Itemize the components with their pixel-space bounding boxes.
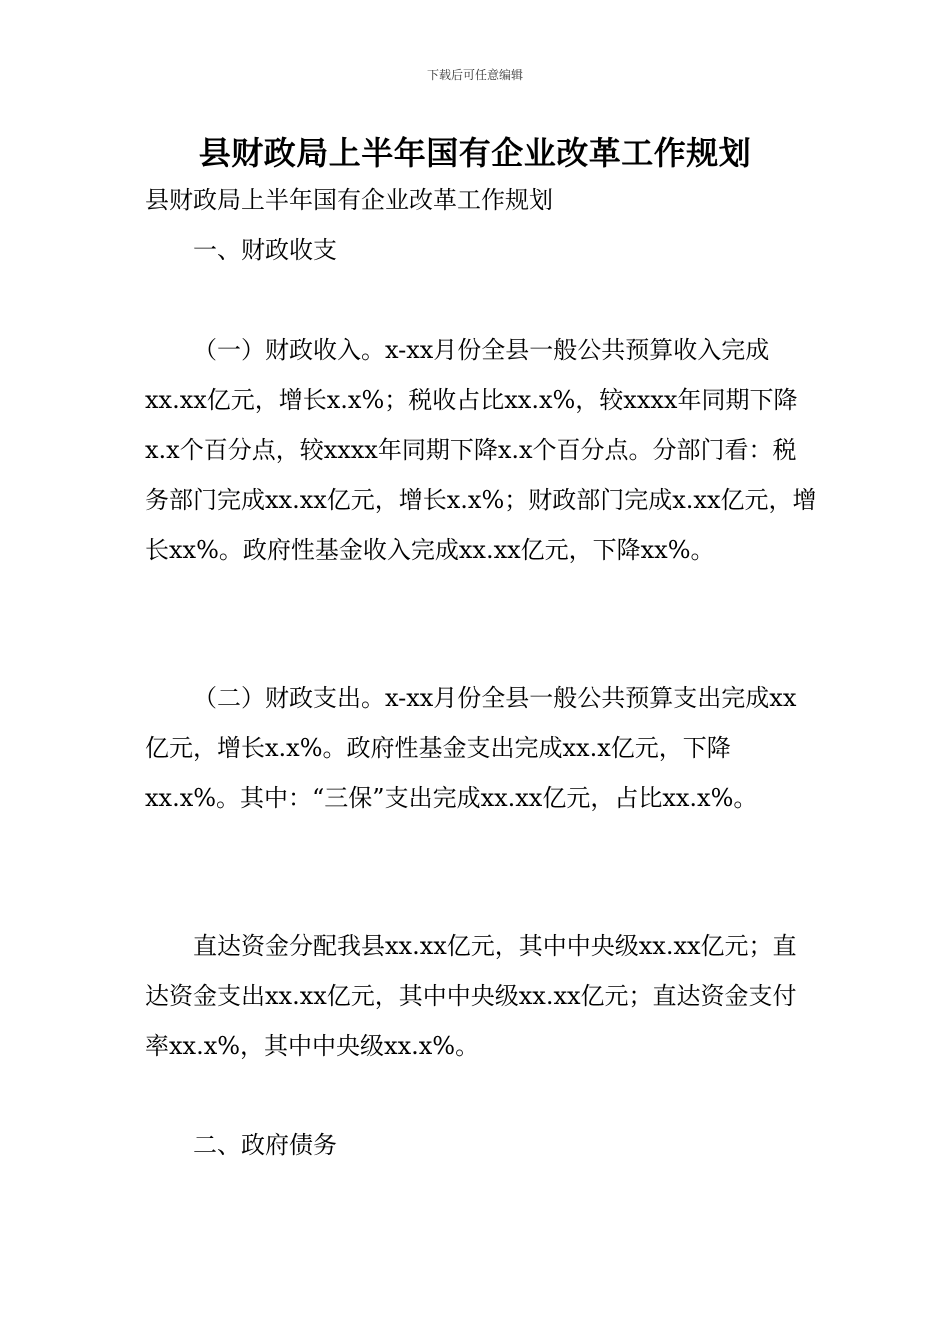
section-heading-government-debt: 二、政府债务 [193, 1131, 337, 1159]
paragraph-fiscal-expenditure: （二）财政支出。x-xx月份全县一般公共预算支出完成xx亿元，增长x.x%。政府性基金支出完成xx.x亿元，下降xx.x%。其中：“三保”支出完成xx.xx亿元，占比xx.x%。 [145, 684, 797, 812]
document-subtitle: 县财政局上半年国有企业改革工作规划 [145, 186, 553, 214]
paragraph-direct-funds: 直达资金分配我县xx.xx亿元，其中中央级xx.xx亿元；直达资金支出xx.xx亿元，其中中央级xx.xx亿元；直达资金支付率xx.x%，其中中央级xx.x%。 [145, 932, 797, 1060]
document-title: 县财政局上半年国有企业改革工作规划 [198, 134, 752, 172]
page-header-note: 下载后可任意编辑 [426, 68, 523, 82]
paragraph-fiscal-revenue: （一）财政收入。x-xx月份全县一般公共预算收入完成xx.xx亿元，增长x.x%；税收占比xx.x%，较xxxx年同期下降x.x个百分点，较xxxx年同期下降x.x个百分点。分部门看：税务部门完成xx.xx亿元，增长x.x%；财政部门完成x.xx亿元，增长xx%。政府性基金收入完成xx.xx亿元，下降xx%。 [145, 336, 817, 564]
section-heading-fiscal: 一、财政收支 [193, 236, 337, 264]
